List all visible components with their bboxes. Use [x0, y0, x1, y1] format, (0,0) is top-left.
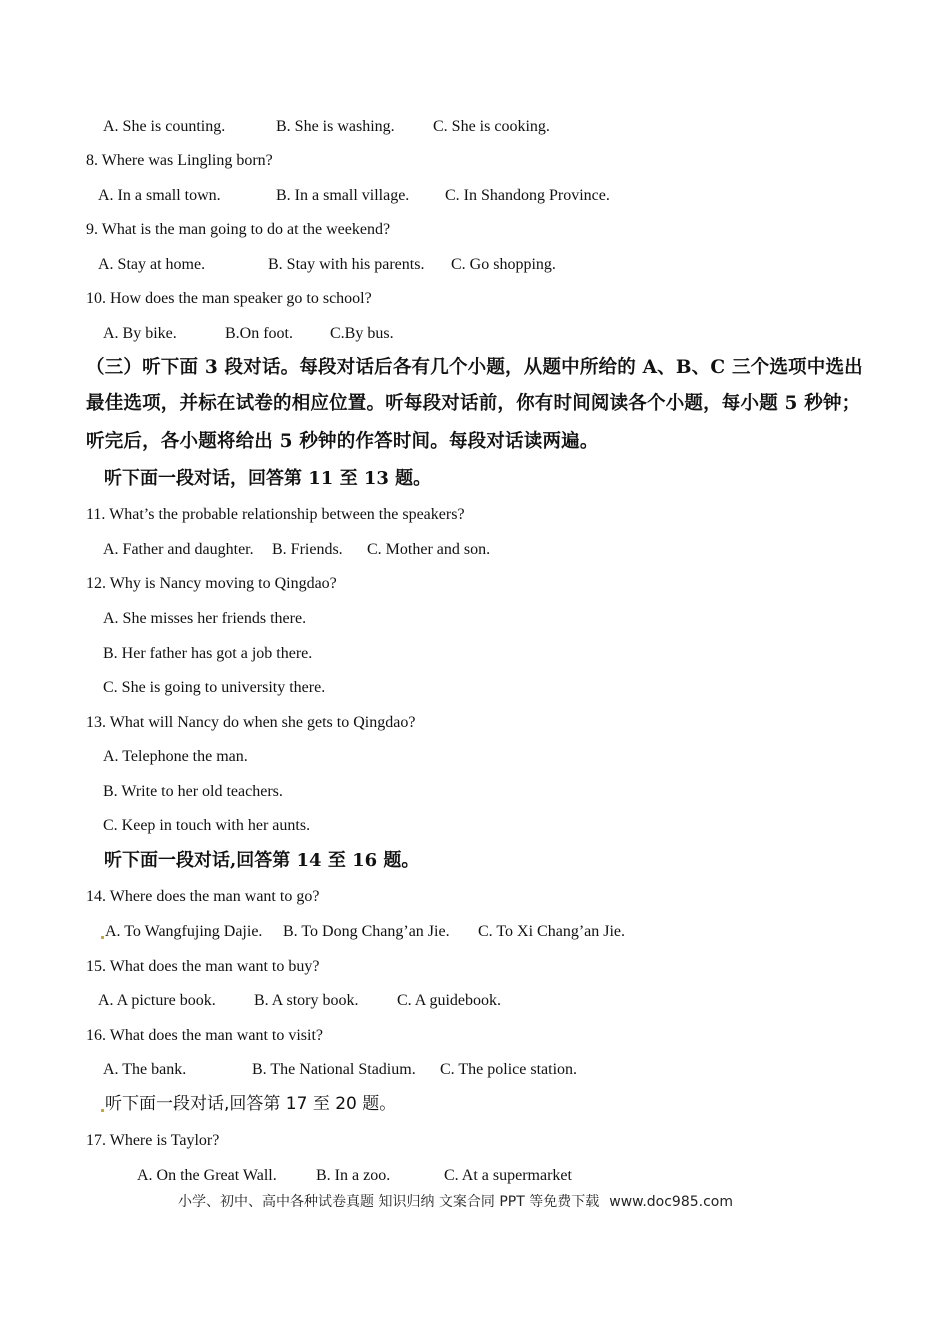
- q13-question: 13. What will Nancy do when she gets to Qingdao?: [86, 714, 416, 731]
- q11-option-c: C. Mother and son.: [367, 541, 491, 558]
- q11-option-b: B. Friends.: [272, 541, 343, 558]
- q10-option-c: C.By bus.: [330, 325, 394, 342]
- section3-instruction-line1: （三）听下面 3 段对话。每段对话后各有几个小题，从题中所给的 A、B、C 三个选项中选出: [86, 357, 863, 378]
- q16-option-b: B. The National Stadium.: [252, 1061, 416, 1078]
- footer-text: 小学、初中、高中各种试卷真题 知识归纳 文案合同 PPT 等免费下载: [178, 1194, 600, 1210]
- q15-option-c: C. A guidebook.: [397, 992, 502, 1009]
- q7-option-b: B. She is washing.: [276, 118, 395, 135]
- q7-option-c: C. She is cooking.: [433, 118, 550, 135]
- q8-option-c: C. In Shandong Province.: [445, 187, 610, 204]
- q12-option-c: C. She is going to university there.: [103, 679, 326, 696]
- q12-question: 12. Why is Nancy moving to Qingdao?: [86, 575, 337, 592]
- footer-url[interactable]: www.doc985.com: [609, 1194, 733, 1210]
- q13-option-a: A. Telephone the man.: [103, 748, 248, 765]
- page-footer: [178, 1191, 733, 1211]
- dialogue2-heading: 听下面一段对话,回答第 14 至 16 题。: [104, 850, 420, 871]
- q17-option-c: C. At a supermarket: [444, 1167, 572, 1184]
- q12-option-a: A. She misses her friends there.: [103, 610, 307, 627]
- q8-option-b: B. In a small village.: [276, 187, 410, 204]
- q14-option-a-text: A. To Wangfujing Dajie.: [105, 923, 263, 940]
- q10-option-b: B.On foot.: [225, 325, 293, 342]
- artifact-mark: [101, 936, 104, 939]
- q14-option-b: B. To Dong Chang’an Jie.: [283, 923, 450, 940]
- dialogue3-heading: 听下面一段对话,回答第 17 至 20 题。: [105, 1094, 397, 1114]
- q16-option-c: C. The police station.: [440, 1061, 578, 1078]
- q8-question: 8. Where was Lingling born?: [86, 152, 273, 169]
- q9-question: 9. What is the man going to do at the weekend?: [86, 221, 391, 238]
- q16-question: 16. What does the man want to visit?: [86, 1027, 323, 1044]
- q14-option-a: [101, 922, 262, 942]
- section3-instruction-line3: 听完后，各小题将给出 5 秒钟的作答时间。每段对话读两遍。: [86, 431, 599, 452]
- q7-option-a: A. She is counting.: [103, 118, 226, 135]
- q9-option-c: C. Go shopping.: [451, 256, 556, 273]
- q11-question: 11. What’s the probable relationship between the speakers?: [86, 506, 465, 523]
- q8-option-a: A. In a small town.: [98, 187, 221, 204]
- q10-option-a: A. By bike.: [103, 325, 177, 342]
- section3-instruction-line2: 最佳选项，并标在试卷的相应位置。听每段对话前，你有时间阅读各个小题，每小题 5 秒钟；: [86, 393, 861, 414]
- q16-option-a: A. The bank.: [103, 1061, 187, 1078]
- q14-option-c: C. To Xi Chang’an Jie.: [478, 923, 626, 940]
- q15-option-b: B. A story book.: [254, 992, 359, 1009]
- q13-option-b: B. Write to her old teachers.: [103, 783, 283, 800]
- q15-question: 15. What does the man want to buy?: [86, 958, 320, 975]
- q17-option-a: A. On the Great Wall.: [137, 1167, 277, 1184]
- q10-question: 10. How does the man speaker go to school?: [86, 290, 372, 307]
- q9-option-b: B. Stay with his parents.: [268, 256, 425, 273]
- q17-option-b: B. In a zoo.: [316, 1167, 391, 1184]
- q15-option-a: A. A picture book.: [98, 992, 216, 1009]
- artifact-mark: [101, 1109, 104, 1112]
- q11-option-a: A. Father and daughter.: [103, 541, 254, 558]
- q17-question: 17. Where is Taylor?: [86, 1132, 220, 1149]
- q14-question: 14. Where does the man want to go?: [86, 888, 320, 905]
- dialogue1-heading: 听下面一段对话，回答第 11 至 13 题。: [104, 468, 432, 489]
- q13-option-c: C. Keep in touch with her aunts.: [103, 817, 311, 834]
- q9-option-a: A. Stay at home.: [98, 256, 206, 273]
- dialogue3-heading-row: [101, 1094, 396, 1114]
- q12-option-b: B. Her father has got a job there.: [103, 645, 313, 662]
